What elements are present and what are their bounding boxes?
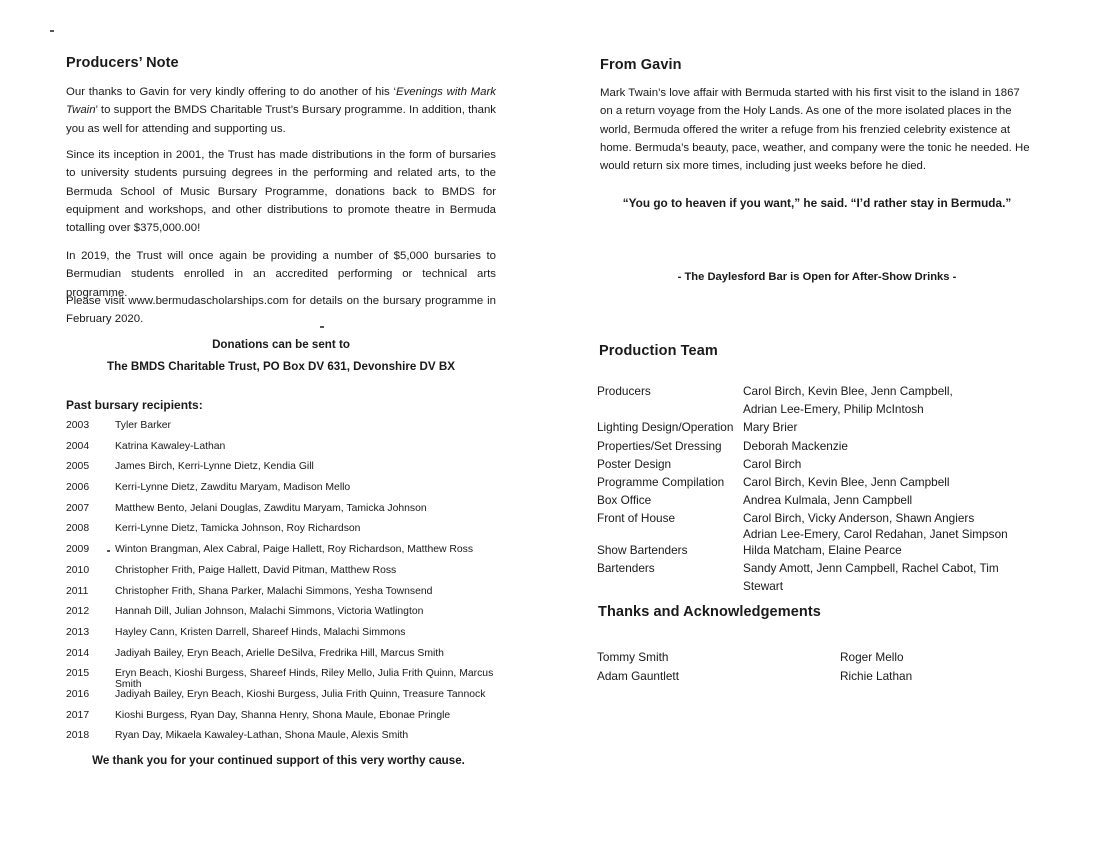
recipient-names: Katrina Kawaley-Lathan xyxy=(115,440,226,452)
right-page xyxy=(597,0,1037,850)
recipient-row xyxy=(66,503,506,524)
team-names xyxy=(743,509,1037,540)
producers-note-paragraph-1: Our thanks to Gavin for very kindly offering to do another of his ‘Evenings with Mark Twain’ to support the BMDS Charitable Trust’s Bursary programme. In addition, thank you as well for attending and supporting us. xyxy=(66,86,496,135)
left-page xyxy=(66,0,496,850)
team-name-line: Sandy Amott, Jenn Campbell, Rachel Cabot, Tim Stewart xyxy=(743,560,999,594)
team-row xyxy=(597,559,1037,595)
producers-note-paragraph-4: Please visit www.bermudascholarships.com for details on the bursary programme in February 2020. xyxy=(66,295,496,326)
from-gavin-body: Mark Twain’s love affair with Bermuda started with his first visit to the island in 1867 on a return voyage from the Holy Lands. As one of the more isolated places in the world, Bermuda offered the writer a refuge from his frenzied celebrity existence at home. Bermuda’s beauty, pace, weather, and company were the tonic he needed. He would return six more times, including just weeks before he died. xyxy=(600,87,1030,173)
team-row xyxy=(597,509,1037,540)
team-names xyxy=(743,418,1037,436)
production-team-heading: Production Team xyxy=(599,343,718,359)
recipient-row xyxy=(66,730,506,751)
past-recipients-heading: Past bursary recipients: xyxy=(66,398,203,412)
recipient-year: 2006 xyxy=(66,482,90,494)
team-row xyxy=(597,455,1037,473)
thanks-name: Tommy Smith xyxy=(597,650,669,664)
team-role: Show Bartenders xyxy=(597,542,688,557)
recipient-year: 2007 xyxy=(66,502,90,514)
team-name-line: Adrian Lee-Emery, Carol Redahan, Janet Simpson xyxy=(743,526,1008,541)
recipient-names: Jadiyah Bailey, Eryn Beach, Arielle DeSilva, Fredrika Hill, Marcus Smith xyxy=(115,647,444,659)
recipient-names: Winton Brangman, Alex Cabral, Paige Hallett, Roy Richardson, Matthew Ross xyxy=(115,544,474,556)
recipient-year: 2012 xyxy=(66,606,90,618)
recipient-row xyxy=(66,586,506,607)
scan-speck xyxy=(50,30,54,32)
team-row xyxy=(597,418,1037,436)
scan-speck xyxy=(320,326,324,328)
team-role: Bartenders xyxy=(597,560,655,575)
twain-quote: “You go to heaven if you want,” he said. “I’d rather stay in Bermuda.” xyxy=(622,196,1012,210)
recipient-year: 2016 xyxy=(66,688,90,700)
team-names xyxy=(743,559,1037,595)
recipient-year: 2010 xyxy=(66,564,90,576)
recipient-year: 2003 xyxy=(66,420,90,431)
team-role: Box Office xyxy=(597,493,652,508)
recipient-year: 2013 xyxy=(66,626,90,638)
recipient-row xyxy=(66,689,506,710)
recipient-row xyxy=(66,544,506,565)
team-names xyxy=(743,455,1037,473)
recipient-names: Hayley Cann, Kristen Darrell, Shareef Hinds, Malachi Simmons xyxy=(115,626,406,638)
thanks-column-2 xyxy=(840,648,912,685)
thanks-name: Roger Mello xyxy=(840,650,904,664)
thanks-name: Richie Lathan xyxy=(840,668,913,683)
producers-note-paragraph-2: Since its inception in 2001, the Trust has made distributions in the form of bursaries to university students pursuing degrees in the performing and related arts, to the Bermuda School of Music Bursary Programme, donations back to BMDS for equipment and workshops, and other distributions to promote theatre in Bermuda totalling over $375,000.00! xyxy=(66,149,496,235)
recipient-row xyxy=(66,441,506,462)
scan-speck xyxy=(107,550,110,552)
past-recipients-list xyxy=(66,420,506,751)
recipient-row xyxy=(66,420,506,441)
bar-open-note: - The Daylesford Bar is Open for After-Show Drinks - xyxy=(677,271,957,283)
producers-note-paragraph-3: In 2019, the Trust will once again be providing a number of $5,000 bursaries to Bermudian students enrolled in an accredited performing or technical arts programme. xyxy=(66,250,496,299)
team-name-line: Carol Birch xyxy=(743,456,802,471)
recipient-row xyxy=(66,606,506,627)
recipient-names: Ryan Day, Mikaela Kawaley-Lathan, Shona Maule, Alexis Smith xyxy=(115,730,409,742)
recipient-year: 2015 xyxy=(66,668,90,680)
recipient-year: 2008 xyxy=(66,523,90,535)
recipient-year: 2009 xyxy=(66,544,90,556)
recipient-row xyxy=(66,627,506,648)
team-row xyxy=(597,473,1037,491)
team-name-line: Andrea Kulmala, Jenn Campbell xyxy=(743,493,913,508)
recipient-names: Hannah Dill, Julian Johnson, Malachi Simmons, Victoria Watlington xyxy=(115,606,424,618)
thanks-heading: Thanks and Acknowledgements xyxy=(598,604,821,620)
team-row xyxy=(597,437,1037,455)
team-names xyxy=(743,491,1037,509)
recipient-year: 2017 xyxy=(66,709,90,721)
recipient-names: Christopher Frith, Shana Parker, Malachi Simmons, Yesha Townsend xyxy=(115,585,433,597)
team-role: Lighting Design/Operation xyxy=(597,420,734,435)
recipient-names: Kerri-Lynne Dietz, Zawditu Maryam, Madison Mello xyxy=(115,482,351,494)
team-row xyxy=(597,382,1037,418)
recipient-row xyxy=(66,482,506,503)
team-row xyxy=(597,541,1037,559)
thanks-column-1 xyxy=(597,648,679,685)
team-name-line: Mary Brier xyxy=(743,420,798,435)
recipient-names: Eryn Beach, Kioshi Burgess, Shareef Hinds, Riley Mello, Julia Frith Quinn, Marcus Smith xyxy=(115,668,494,691)
recipient-row xyxy=(66,565,506,586)
recipient-row xyxy=(66,461,506,482)
team-names xyxy=(743,473,1037,491)
team-row xyxy=(597,491,1037,509)
recipient-names: Jadiyah Bailey, Eryn Beach, Kioshi Burgess, Julia Frith Quinn, Treasure Tannock xyxy=(115,688,486,700)
team-names xyxy=(743,541,1037,559)
production-team-list xyxy=(597,382,1037,595)
recipient-names: James Birch, Kerri-Lynne Dietz, Kendia Gill xyxy=(115,461,314,473)
team-role: Front of House xyxy=(597,511,676,526)
recipient-row xyxy=(66,668,506,689)
donations-label: Donations can be sent to xyxy=(212,338,350,351)
recipient-year: 2011 xyxy=(66,585,89,597)
team-role: Programme Compilation xyxy=(597,475,725,490)
recipient-names: Matthew Bento, Jelani Douglas, Zawditu Maryam, Tamicka Johnson xyxy=(115,502,427,514)
team-name-line: Carol Birch, Kevin Blee, Jenn Campbell xyxy=(743,475,950,490)
team-name-line: Adrian Lee-Emery, Philip McIntosh xyxy=(743,402,924,417)
team-role: Poster Design xyxy=(597,456,672,471)
team-names xyxy=(743,382,1037,418)
recipient-row xyxy=(66,648,506,669)
thanks-name: Adam Gauntlett xyxy=(597,668,679,683)
team-role: Producers xyxy=(597,384,651,398)
producers-note-heading: Producers’ Note xyxy=(66,55,179,71)
recipient-row xyxy=(66,710,506,731)
recipient-year: 2005 xyxy=(66,461,90,473)
recipient-names: Kioshi Burgess, Ryan Day, Shanna Henry, Shona Maule, Ebonae Pringle xyxy=(115,709,451,721)
recipient-names: Tyler Barker xyxy=(115,420,172,431)
team-names xyxy=(743,437,1037,455)
team-name-line: Deborah Mackenzie xyxy=(743,438,848,453)
from-gavin-heading: From Gavin xyxy=(600,57,682,73)
donations-address: The BMDS Charitable Trust, PO Box DV 631, Devonshire DV BX xyxy=(107,360,455,373)
recipient-names: Christopher Frith, Paige Hallett, David Pitman, Matthew Ross xyxy=(115,564,397,576)
team-name-line: Carol Birch, Kevin Blee, Jenn Campbell, xyxy=(743,384,953,398)
team-role: Properties/Set Dressing xyxy=(597,438,722,453)
recipient-names: Kerri-Lynne Dietz, Tamicka Johnson, Roy Richardson xyxy=(115,523,361,535)
team-name-line: Carol Birch, Vicky Anderson, Shawn Angiers xyxy=(743,511,975,526)
recipient-year: 2004 xyxy=(66,440,90,452)
team-name-line: Hilda Matcham, Elaine Pearce xyxy=(743,542,902,557)
closing-thanks: We thank you for your continued support of this very worthy cause. xyxy=(92,754,465,767)
recipient-year: 2014 xyxy=(66,647,90,659)
recipient-row xyxy=(66,523,506,544)
recipient-year: 2018 xyxy=(66,730,90,742)
